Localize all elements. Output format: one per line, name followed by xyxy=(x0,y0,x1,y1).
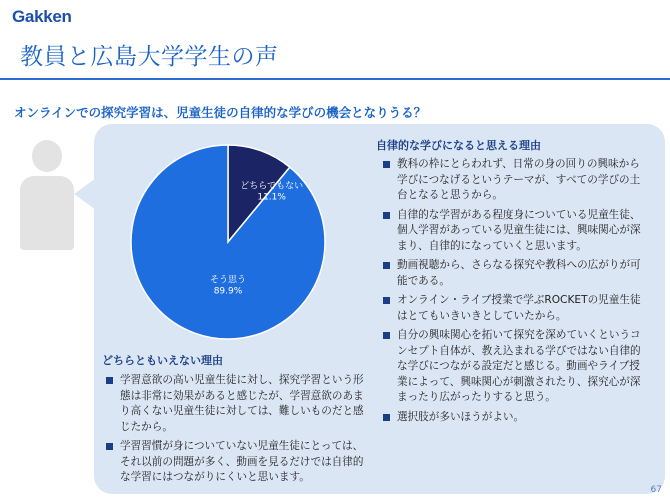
reason-item xyxy=(381,328,643,406)
reason-text: 学習意欲の高い児童生徒に対し、探究学習という形態は非常に効果があると感じたが、学習意欲のあまり高くない児童生徒に対しては、難しいものだと感じたから。 xyxy=(120,374,364,433)
neutral-reasons-title: どちらともいえない理由 xyxy=(102,354,223,367)
title-divider xyxy=(0,78,670,80)
reason-item xyxy=(381,157,643,204)
person-icon xyxy=(20,140,74,250)
pie-label-name: どちらでもない xyxy=(240,181,304,192)
neutral-reasons-list xyxy=(104,373,366,490)
reason-item xyxy=(104,439,366,486)
bullet-square-icon xyxy=(383,212,390,219)
reason-text: 動画視聴から、さらなる探究や教科への広がりが可能である。 xyxy=(397,259,641,287)
pie-slice-agree xyxy=(131,145,325,339)
speech-bubble-tail xyxy=(74,178,96,210)
positive-reasons-title: 自律的な学びになると思える理由 xyxy=(376,139,541,152)
bullet-square-icon xyxy=(383,262,390,269)
bullet-square-icon xyxy=(106,377,113,384)
page-number: 67 xyxy=(650,485,662,495)
reason-text: 自律的な学習がある程度身についている児童生徒、個人学習があっている児童生徒には、興味関心が深まり、自律的になっていくと思います。 xyxy=(397,208,641,252)
gakken-logo: Gakken xyxy=(12,7,72,26)
pie-label-name: そう思う xyxy=(209,275,247,286)
reason-item xyxy=(381,410,643,426)
reason-text: 教科の枠にとらわれず、日常の身の回りの興味から学びにつなげるというテーマが、すべての学びの土台となると思うから。 xyxy=(397,158,641,201)
survey-question: オンラインでの探究学習は、児童生徒の自律的な学びの機会となりうる？ xyxy=(14,105,427,120)
pie-chart-svg xyxy=(128,142,328,342)
bullet-square-icon xyxy=(383,332,390,339)
bullet-square-icon xyxy=(383,297,390,304)
reason-text: 自分の興味関心を拓いて探究を深めていくというコンセプト自体が、教え込まれる学びではない自律的な学びにつながる設定だと感じる。動画やライブ授業によって、興味関心が刺激されたり、探究心が深まったり広がったりすると思う。 xyxy=(397,329,641,403)
reason-text: 学習習慣が身についていない児童生徒にとっては、それ以前の問題が多く、動画を見るだけでは自律的な学習にはつながりにくいと思います。 xyxy=(120,440,364,483)
reason-item xyxy=(381,258,643,289)
bullet-square-icon xyxy=(383,414,390,421)
reason-item xyxy=(381,208,643,255)
bullet-square-icon xyxy=(106,443,113,450)
person-head-shape xyxy=(32,140,62,172)
page-title: 教員と広島大学学生の声 xyxy=(20,44,279,70)
reason-item xyxy=(104,373,366,435)
reason-text: オンライン・ライブ授業で学ぶROCKETの児童生徒はとてもいきいきとしていたから。 xyxy=(397,294,641,322)
reason-text: 選択肢が多いほうがよい。 xyxy=(397,410,525,423)
pie-chart xyxy=(128,142,328,342)
pie-label-value: 89.9% xyxy=(213,286,243,297)
pie-label-value: 11.1% xyxy=(257,192,286,203)
reason-item xyxy=(381,293,643,324)
positive-reasons-list xyxy=(381,157,643,429)
bullet-square-icon xyxy=(383,161,390,168)
person-body-shape xyxy=(20,176,74,250)
